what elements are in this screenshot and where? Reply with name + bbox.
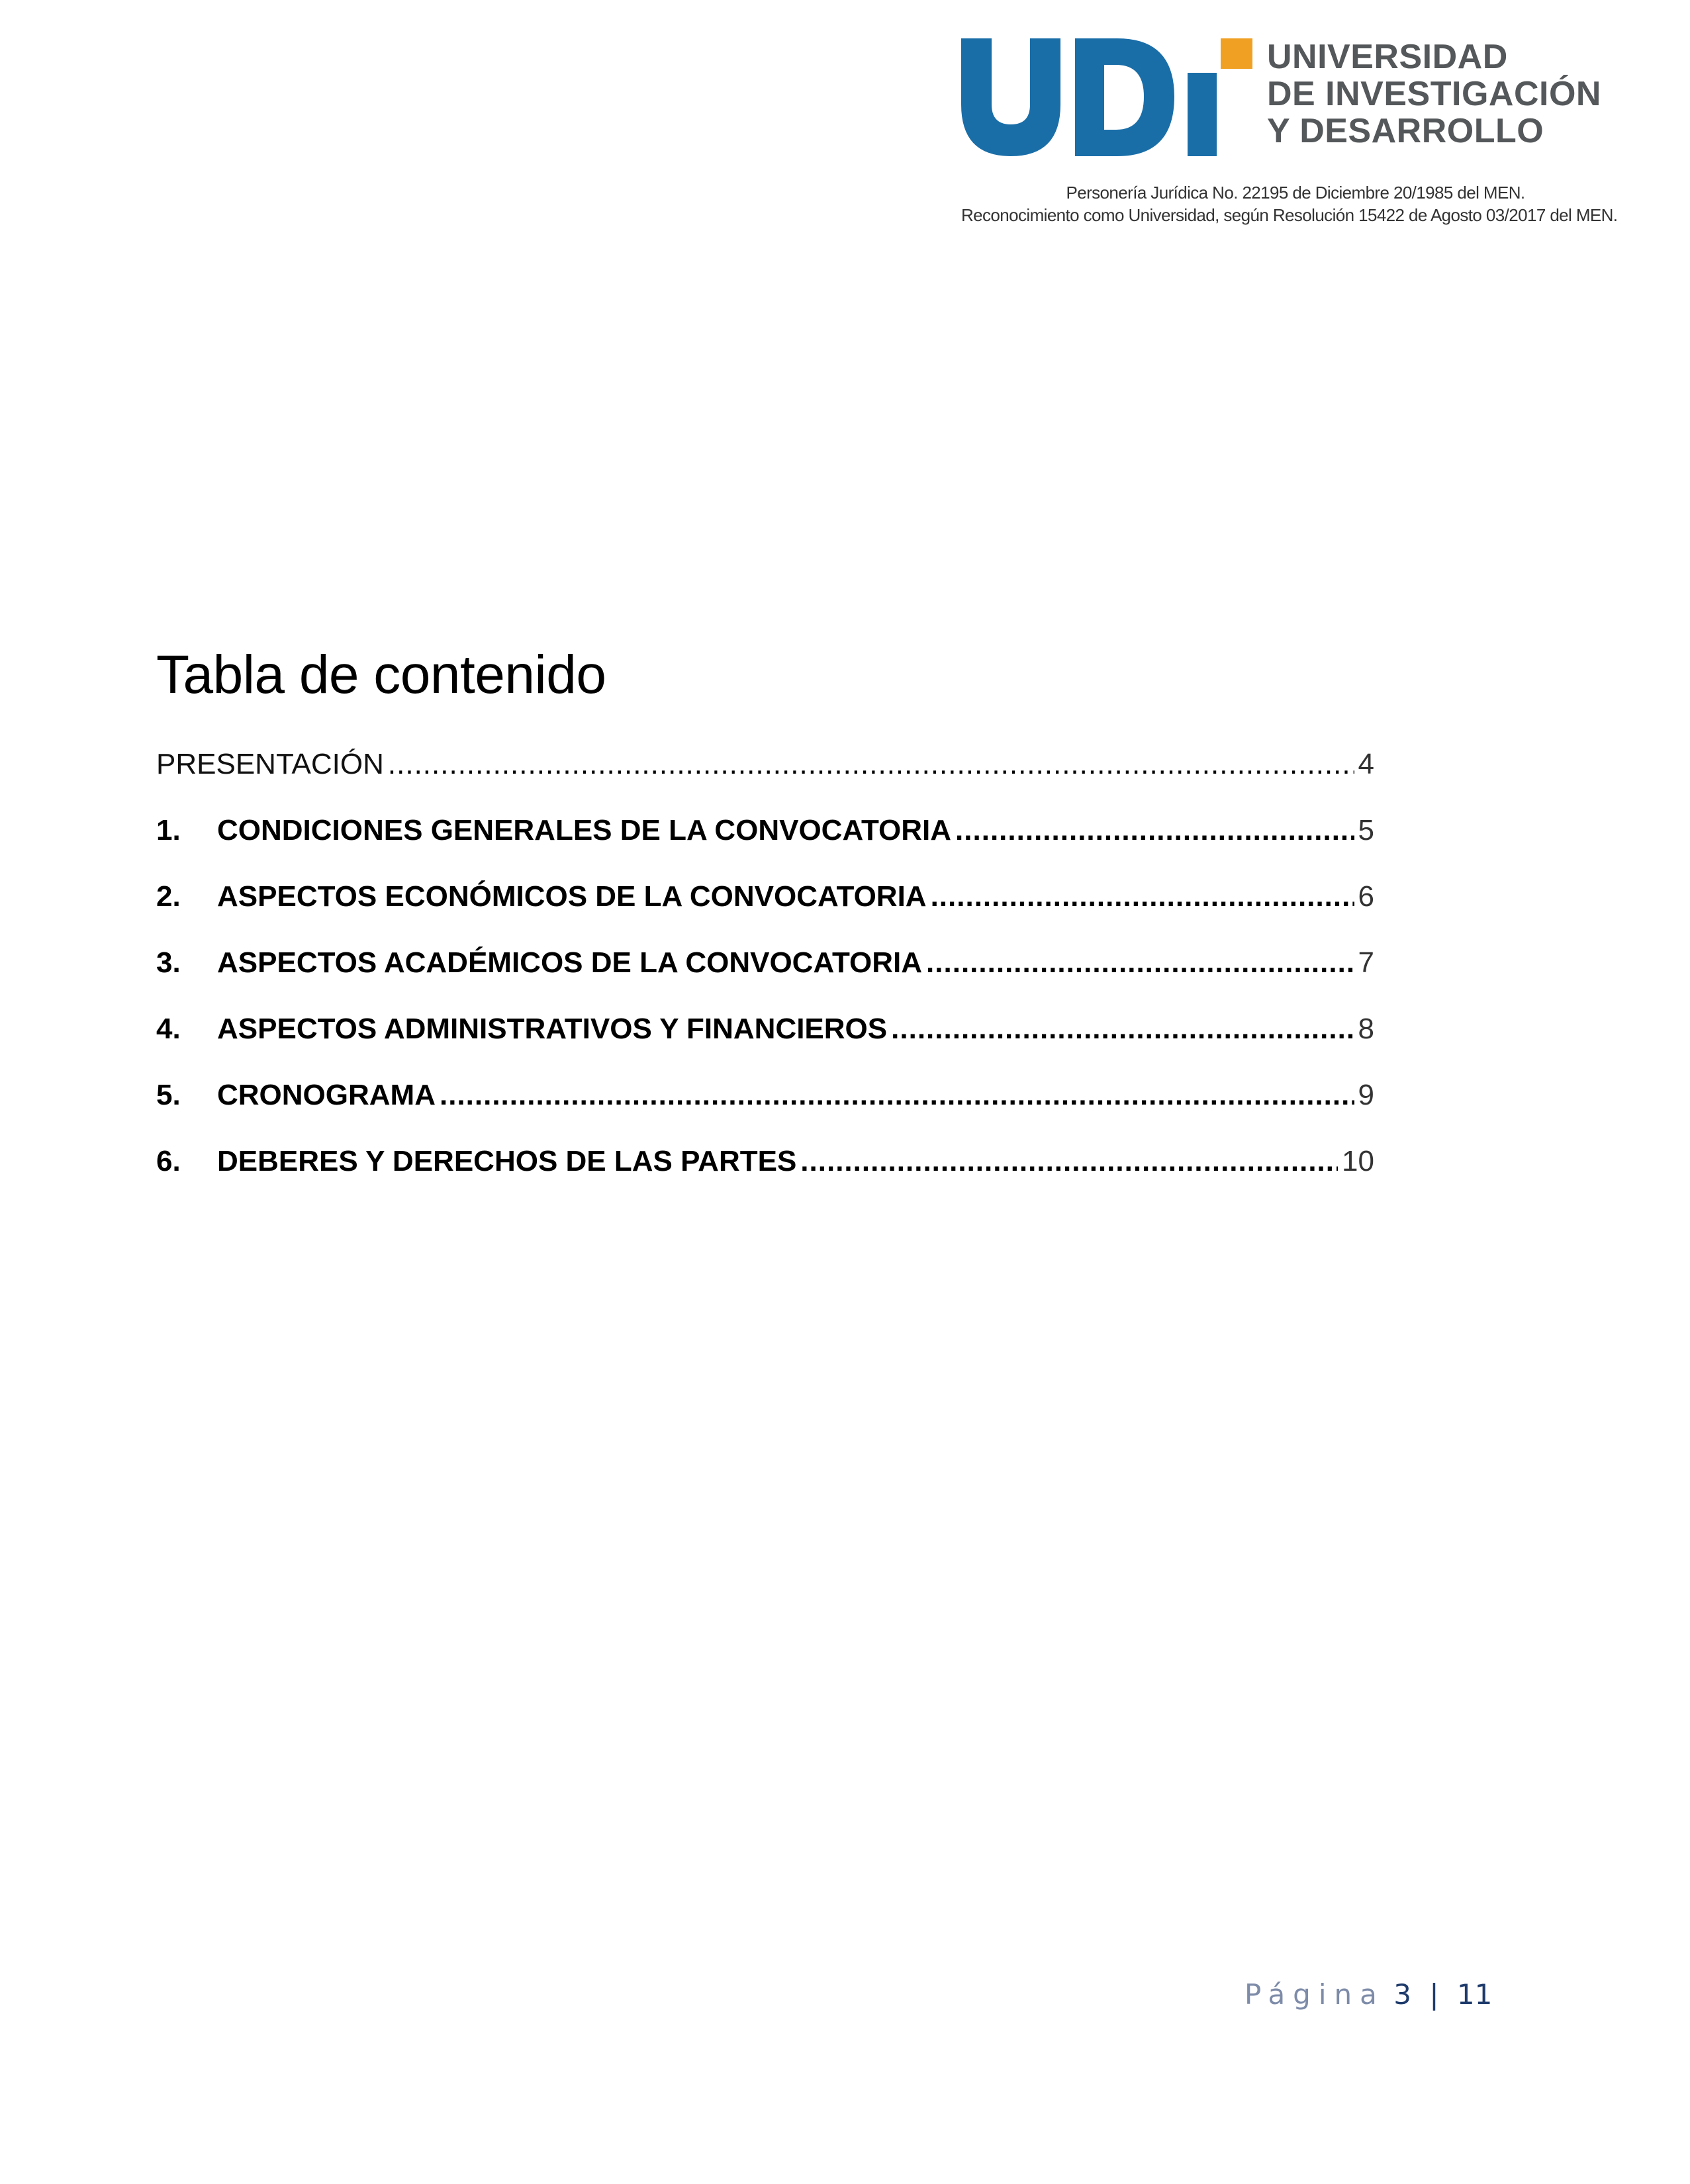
- toc-leader-dots: [800, 1142, 1338, 1181]
- toc-entry-page: 7: [1358, 946, 1374, 979]
- logo-line-1: UNIVERSIDAD: [1267, 38, 1508, 76]
- toc-entry-page: 4: [1358, 748, 1374, 780]
- toc-entry-label: DEBERES Y DERECHOS DE LAS PARTES: [217, 1145, 797, 1177]
- toc-entry-label: ASPECTOS ECONÓMICOS DE LA CONVOCATORIA: [217, 880, 927, 913]
- toc-entry-label: ASPECTOS ADMINISTRATIVOS Y FINANCIEROS: [217, 1013, 888, 1045]
- toc-entry-page: 10: [1342, 1145, 1374, 1177]
- total-pages: 11: [1456, 1978, 1493, 2011]
- toc-entry-label: ASPECTOS ACADÉMICOS DE LA CONVOCATORIA: [217, 946, 923, 979]
- legal-notice: [961, 181, 1623, 226]
- udi-logo-mark: [961, 38, 1252, 158]
- logo-line-2: DE INVESTIGACIÓN: [1267, 75, 1601, 113]
- toc-leader-dots: [440, 1075, 1354, 1115]
- logo-line-3: Y DESARROLLO: [1267, 112, 1544, 150]
- logo-wordmark: [1267, 38, 1638, 150]
- page-separator: |: [1429, 1978, 1439, 2011]
- toc-entry-aspectos-economicos[interactable]: [156, 877, 1374, 943]
- toc-entry-number: 3.: [156, 946, 181, 979]
- toc-entry-number: 5.: [156, 1079, 181, 1111]
- toc-entry-number: 4.: [156, 1013, 181, 1045]
- toc-entry-condiciones-generales[interactable]: [156, 811, 1374, 877]
- current-page-number: 3: [1393, 1978, 1411, 2011]
- toc-entry-aspectos-academicos[interactable]: [156, 943, 1374, 1009]
- table-of-contents: [156, 745, 1374, 1208]
- toc-leader-dots: [926, 943, 1354, 983]
- toc-entry-aspectos-administrativos[interactable]: [156, 1009, 1374, 1075]
- toc-leader-dots: [388, 745, 1354, 784]
- toc-entry-label: CRONOGRAMA: [217, 1079, 436, 1111]
- toc-entry-cronograma[interactable]: [156, 1075, 1374, 1142]
- toc-entry-label: CONDICIONES GENERALES DE LA CONVOCATORIA: [217, 814, 952, 846]
- toc-entry-number: 1.: [156, 814, 181, 846]
- toc-entry-deberes-derechos[interactable]: [156, 1142, 1374, 1208]
- toc-entry-page: 8: [1358, 1013, 1374, 1045]
- page-footer: [1244, 1975, 1492, 2015]
- toc-entry-label: PRESENTACIÓN: [156, 748, 384, 780]
- legal-line-2: Reconocimiento como Universidad, según Resolución 15422 de Agosto 03/2017 del MEN.: [961, 205, 1618, 225]
- toc-leader-dots: [955, 811, 1354, 850]
- toc-entry-page: 5: [1358, 814, 1374, 846]
- toc-entry-number: 2.: [156, 880, 181, 913]
- toc-title: Tabla de contenido: [156, 645, 606, 705]
- toc-entry-page: 6: [1358, 880, 1374, 913]
- toc-entry-page: 9: [1358, 1079, 1374, 1111]
- toc-leader-dots: [891, 1009, 1354, 1049]
- toc-leader-dots: [931, 877, 1354, 917]
- toc-entry-number: 6.: [156, 1145, 181, 1177]
- toc-entry-presentacion[interactable]: [156, 745, 1374, 811]
- page-word: Página: [1244, 1978, 1385, 2011]
- university-logo: [961, 38, 1623, 237]
- legal-line-1: Personería Jurídica No. 22195 de Diciembre 20/1985 del MEN.: [1066, 183, 1525, 203]
